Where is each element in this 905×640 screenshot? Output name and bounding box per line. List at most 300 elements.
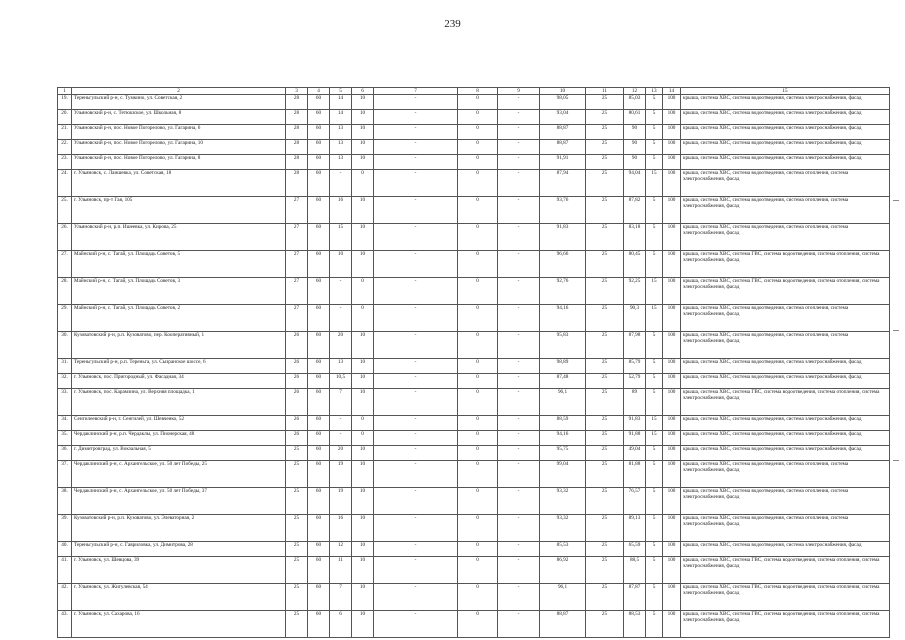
table-cell: 15	[646, 305, 663, 332]
address-cell: Ульяновский р-н, с. Тетюшское, ул. Школьная, 8	[72, 110, 286, 125]
table-cell: 60	[308, 278, 330, 305]
works-description-cell: крыша, система ХВС, система водоотведения, система отопления, система электроснабжения, фасад	[681, 515, 890, 542]
table-cell: 80,61	[624, 110, 646, 125]
table-cell: 25	[586, 488, 624, 515]
address-cell: Ульяновский р-н, пос. Новое Погорелово, ул. Гагарина, 6	[72, 125, 286, 140]
table-row	[58, 389, 890, 416]
table-cell: 29.	[58, 305, 72, 332]
table-cell: 28	[286, 95, 308, 110]
table-cell: 100	[663, 584, 681, 611]
table-cell: 100	[663, 332, 681, 359]
works-description-cell: крыша, система ХВС, система водоотведения, система электроснабжения, фасад	[681, 374, 890, 389]
address-cell: Майнский р-н, с. Тагай, ул. Площадь Советов, 3	[72, 278, 286, 305]
works-description-cell: крыша, система ХВС, система ГВС, система водоотведения, система отопления, система электроснабжения, фасад	[681, 557, 890, 584]
table-cell: -	[498, 110, 540, 125]
table-cell: 25	[586, 389, 624, 416]
table-cell: -	[374, 140, 458, 155]
column-number: 9	[498, 88, 540, 95]
table-cell: 0	[458, 488, 498, 515]
table-cell: -	[374, 155, 458, 170]
table-cell: 0	[458, 389, 498, 416]
table-cell: 94,04	[624, 170, 646, 197]
table-cell: -	[498, 332, 540, 359]
address-cell: Чердаклинский р-н, с. Архангельское, ул. 50 лет Победы, 25	[72, 461, 286, 488]
table-cell: 91,88	[624, 431, 646, 446]
table-cell: 15	[646, 278, 663, 305]
works-description-cell: крыша, система ХВС, система водоотведения, система электроснабжения, фасад	[681, 446, 890, 461]
table-cell: 60	[308, 197, 330, 224]
table-cell: 5	[646, 389, 663, 416]
table-cell: -	[330, 305, 352, 332]
table-cell: 60	[308, 359, 330, 374]
table-cell: -	[330, 431, 352, 446]
table-cell: 7	[330, 389, 352, 416]
table-cell: 60	[308, 461, 330, 488]
table-cell: -	[374, 125, 458, 140]
works-description-cell: крыша, система ХВС, система водоотведения, система электроснабжения, фасад	[681, 155, 890, 170]
address-cell: Ульяновский р-н, р.п. Ишеевка, ул. Кирова, 25	[72, 224, 286, 251]
works-description-cell: крыша, система ХВС, система водоотведения, система электроснабжения, фасад	[681, 542, 890, 557]
table-row	[58, 95, 890, 110]
table-cell: 100	[663, 125, 681, 140]
table-cell: 100	[663, 488, 681, 515]
table-cell: -	[374, 557, 458, 584]
address-cell: г. Ульяновск, ул. Сахарова, 16	[72, 611, 286, 638]
table-cell: -	[330, 278, 352, 305]
table-cell: 87,94	[540, 170, 586, 197]
table-cell: 10	[352, 557, 374, 584]
table-cell: 60	[308, 389, 330, 416]
table-cell: 0	[458, 611, 498, 638]
table-cell: 25	[586, 140, 624, 155]
table-cell: 24.	[58, 170, 72, 197]
table-cell: 37.	[58, 461, 72, 488]
table-cell: -	[498, 515, 540, 542]
table-cell: 92,76	[540, 278, 586, 305]
table-cell: 25	[586, 359, 624, 374]
table-cell: 89,13	[624, 515, 646, 542]
table-cell: 5	[646, 251, 663, 278]
address-cell: Тереньгульский р-н, с. Тумкино, ул. Советская, 2	[72, 95, 286, 110]
table-cell: 10	[352, 488, 374, 515]
table-cell: -	[374, 224, 458, 251]
table-cell: 10	[352, 542, 374, 557]
address-cell: Майнский р-н, с. Тагай, ул. Площадь Советов, 5	[72, 251, 286, 278]
table-cell: 32.	[58, 374, 72, 389]
table-cell: -	[374, 110, 458, 125]
table-cell: 100	[663, 389, 681, 416]
table-cell: 5	[646, 542, 663, 557]
table-row	[58, 461, 890, 488]
table-cell: 16	[330, 197, 352, 224]
table-cell: 5	[646, 557, 663, 584]
table-cell: 91,83	[624, 416, 646, 431]
table-cell: 88,53	[624, 611, 646, 638]
table-cell: 100	[663, 359, 681, 374]
table-row	[58, 359, 890, 374]
address-cell: г. Димитровград, ул. Вокзальная, 5	[72, 446, 286, 461]
table-cell: 60	[308, 251, 330, 278]
works-description-cell: крыша, система ХВС, система водоотведения, система отопления, система электроснабжения, фасад	[681, 170, 890, 197]
table-cell: -	[498, 278, 540, 305]
table-cell: -	[374, 584, 458, 611]
table-cell: 60	[308, 611, 330, 638]
table-cell: 36.	[58, 446, 72, 461]
table-row	[58, 488, 890, 515]
table-cell: -	[374, 542, 458, 557]
table-cell: 0	[458, 278, 498, 305]
address-cell: г. Ульяновск, пос. Пригородный, ул. Фасадная, 34	[72, 374, 286, 389]
table-cell: 96,1	[540, 584, 586, 611]
table-cell: 25	[286, 584, 308, 611]
table-cell: 15	[646, 416, 663, 431]
table-cell: 25	[586, 431, 624, 446]
table-row	[58, 515, 890, 542]
table-cell: 10	[352, 95, 374, 110]
table-cell: 0	[458, 416, 498, 431]
table-cell: -	[374, 389, 458, 416]
table-row	[58, 197, 890, 224]
table-cell: -	[498, 389, 540, 416]
table-cell: 100	[663, 140, 681, 155]
table-cell: -	[498, 431, 540, 446]
table-cell: 25	[586, 374, 624, 389]
table-cell: 5	[646, 446, 663, 461]
table-cell: 25	[586, 155, 624, 170]
table-cell: -	[330, 170, 352, 197]
table-cell: 28	[286, 170, 308, 197]
works-description-cell: крыша, система ХВС, система водоотведения, система отопления, система электроснабжения, фасад	[681, 224, 890, 251]
table-cell: 60	[308, 557, 330, 584]
table-cell: -	[498, 95, 540, 110]
column-number: 11	[586, 88, 624, 95]
table-cell: 86,92	[540, 557, 586, 584]
table-cell: 10	[352, 374, 374, 389]
table-cell: 60	[308, 374, 330, 389]
table-cell: 19	[330, 488, 352, 515]
table-cell: 27	[286, 197, 308, 224]
table-cell: 38.	[58, 488, 72, 515]
works-description-cell: крыша, система ХВС, система ГВС, система водоотведения, система отопления, система электроснабжения, фасад	[681, 251, 890, 278]
table-cell: 5	[646, 140, 663, 155]
table-cell: 60	[308, 125, 330, 140]
table-cell: 0	[458, 557, 498, 584]
table-cell: -	[498, 461, 540, 488]
table-cell: 100	[663, 278, 681, 305]
works-description-cell: крыша, система ХВС, система водоотведения, система электроснабжения, фасад	[681, 416, 890, 431]
table-cell: 88,87	[540, 140, 586, 155]
address-cell: Тереньгульский р-н, с. Гавриловка, ул. Димитрова, 28	[72, 542, 286, 557]
works-description-cell: крыша, система ХВС, система ГВС, система водоотведения, система отопления, система электроснабжения, фасад	[681, 389, 890, 416]
table-row	[58, 278, 890, 305]
table-cell: 100	[663, 374, 681, 389]
table-cell: 0	[458, 542, 498, 557]
table-row	[58, 557, 890, 584]
address-cell: г. Ульяновск, пр-т Гая, 105	[72, 197, 286, 224]
table-cell: 5	[646, 515, 663, 542]
table-cell: 0	[458, 515, 498, 542]
table-row	[58, 374, 890, 389]
table-cell: 15	[646, 170, 663, 197]
margin-mark	[893, 330, 899, 331]
table-cell: 10,5	[330, 374, 352, 389]
table-cell: 10	[352, 125, 374, 140]
table-cell: 94,16	[540, 431, 586, 446]
table-cell: 19	[330, 461, 352, 488]
table-cell: -	[374, 461, 458, 488]
table-cell: 13	[330, 359, 352, 374]
table-cell: -	[374, 488, 458, 515]
table-cell: -	[498, 359, 540, 374]
table-cell: 60	[308, 305, 330, 332]
table-cell: 87,48	[540, 374, 586, 389]
table-cell: 100	[663, 110, 681, 125]
table-cell: 25	[286, 488, 308, 515]
table-cell: 25	[286, 446, 308, 461]
table-cell: 10	[352, 461, 374, 488]
table-cell: 11	[330, 557, 352, 584]
table-cell: 90	[624, 140, 646, 155]
table-cell: 0	[458, 110, 498, 125]
works-description-cell: крыша, система ХВС, система водоотведения, система электроснабжения, фасад	[681, 110, 890, 125]
table-row	[58, 140, 890, 155]
table-cell: 20	[330, 332, 352, 359]
table-cell: -	[330, 416, 352, 431]
table-cell: 60	[308, 488, 330, 515]
table-cell: 22.	[58, 140, 72, 155]
table-cell: 98,05	[540, 95, 586, 110]
margin-mark	[893, 460, 899, 461]
table-row	[58, 170, 890, 197]
table-cell: 85,53	[540, 542, 586, 557]
table-cell: 91,83	[540, 224, 586, 251]
table-cell: 99,04	[540, 461, 586, 488]
table-cell: 26	[286, 389, 308, 416]
table-row	[58, 110, 890, 125]
table-cell: 95,75	[540, 446, 586, 461]
table-cell: 100	[663, 224, 681, 251]
table-cell: 12	[330, 542, 352, 557]
table-cell: 0	[458, 155, 498, 170]
table-cell: 0	[352, 170, 374, 197]
table-cell: 96,66	[540, 251, 586, 278]
table-cell: 100	[663, 251, 681, 278]
table-cell: 25	[586, 542, 624, 557]
table-cell: 100	[663, 557, 681, 584]
table-cell: 26	[286, 431, 308, 446]
table-cell: 10	[352, 611, 374, 638]
table-cell: 0	[458, 374, 498, 389]
column-number: 2	[72, 88, 286, 95]
table-cell: 0	[352, 305, 374, 332]
table-row	[58, 446, 890, 461]
table-cell: 10	[352, 446, 374, 461]
works-description-cell: крыша, система ХВС, система водоотведения, система отопления, система электроснабжения, фасад	[681, 488, 890, 515]
address-cell: г. Ульяновск, ул. Шевцова, 39	[72, 557, 286, 584]
table-cell: 10	[352, 140, 374, 155]
table-cell: -	[374, 251, 458, 278]
table-cell: 100	[663, 416, 681, 431]
address-cell: Чердаклинский р-н, с. Архангельское, ул. 50 лет Победы, 37	[72, 488, 286, 515]
table-cell: 25	[586, 110, 624, 125]
works-description-cell: крыша, система ХВС, система водоотведения, система отопления, система электроснабжения, фасад	[681, 197, 890, 224]
table-cell: 26.	[58, 224, 72, 251]
address-cell: Чердаклинский р-н, р.п. Чердаклы, ул. Пионерская, 48	[72, 431, 286, 446]
column-number: 4	[308, 88, 330, 95]
table-row	[58, 584, 890, 611]
table-cell: 25	[586, 170, 624, 197]
table-cell: 10	[352, 155, 374, 170]
column-number: 6	[352, 88, 374, 95]
table-cell: 98,89	[540, 359, 586, 374]
column-number: 14	[663, 88, 681, 95]
table-cell: 20.	[58, 110, 72, 125]
table-cell: 90,3	[624, 305, 646, 332]
table-cell: 100	[663, 611, 681, 638]
table-cell: -	[374, 611, 458, 638]
table-cell: 25	[586, 557, 624, 584]
table-cell: 81,88	[624, 461, 646, 488]
table-cell: 28	[286, 110, 308, 125]
table-cell: -	[374, 305, 458, 332]
table-cell: 90	[624, 155, 646, 170]
works-description-cell: крыша, система ХВС, система водоотведения, система электроснабжения, фасад	[681, 125, 890, 140]
table-cell: 25	[586, 515, 624, 542]
table-cell: 25	[586, 461, 624, 488]
column-number: 5	[330, 88, 352, 95]
table-cell: 60	[308, 515, 330, 542]
table-cell: 60	[308, 224, 330, 251]
table-cell: 0	[458, 305, 498, 332]
works-description-cell: крыша, система ХВС, система водоотведения, система электроснабжения, фасад	[681, 140, 890, 155]
table-cell: 40.	[58, 542, 72, 557]
table-cell: 27.	[58, 251, 72, 278]
table-cell: 13	[330, 155, 352, 170]
address-cell: г. Ульяновск, ул. Жигулевская, 54	[72, 584, 286, 611]
table-cell: 5	[646, 155, 663, 170]
table-cell: -	[498, 155, 540, 170]
table-cell: 41.	[58, 557, 72, 584]
table-cell: 0	[458, 170, 498, 197]
table-row	[58, 155, 890, 170]
table-cell: -	[498, 140, 540, 155]
table-cell: 26	[286, 332, 308, 359]
table-cell: 5	[646, 488, 663, 515]
table-cell: 27	[286, 224, 308, 251]
table-cell: 5	[646, 461, 663, 488]
table-cell: 10	[352, 197, 374, 224]
table-cell: -	[498, 224, 540, 251]
table-cell: 0	[458, 461, 498, 488]
table-cell: 60	[308, 170, 330, 197]
table-cell: 88,87	[540, 125, 586, 140]
column-number: 13	[646, 88, 663, 95]
table-cell: 25	[286, 515, 308, 542]
table-cell: 0	[458, 224, 498, 251]
table-cell: 25	[286, 542, 308, 557]
table-cell: 100	[663, 446, 681, 461]
table-cell: -	[374, 446, 458, 461]
table-cell: 0	[352, 278, 374, 305]
table-cell: 25.	[58, 197, 72, 224]
works-description-cell: крыша, система ХВС, система ГВС, система водоотведения, система отопления, система электроснабжения, фасад	[681, 611, 890, 638]
table-cell: 25	[586, 251, 624, 278]
table-cell: 5	[646, 224, 663, 251]
table-cell: 10	[352, 110, 374, 125]
table-cell: -	[374, 197, 458, 224]
table-cell: 80,45	[624, 251, 646, 278]
table-cell: 14	[330, 110, 352, 125]
works-description-cell: крыша, система ХВС, система водоотведения, система отопления, система электроснабжения, фасад	[681, 332, 890, 359]
table-cell: -	[374, 170, 458, 197]
table-cell: 39.	[58, 515, 72, 542]
table-cell: 100	[663, 155, 681, 170]
table-cell: 60	[308, 332, 330, 359]
table-cell: 49,04	[624, 446, 646, 461]
table-cell: 87,98	[624, 332, 646, 359]
table-cell: 25	[286, 557, 308, 584]
table-cell: 100	[663, 542, 681, 557]
table-cell: 25	[586, 197, 624, 224]
table-cell: 27	[286, 278, 308, 305]
address-cell: Ульяновский р-н, пос. Новое Погорелово, ул. Гагарина, 10	[72, 140, 286, 155]
works-description-cell: крыша, система ХВС, система ГВС, система водоотведения, система отопления, система электроснабжения, фасад	[681, 584, 890, 611]
table-cell: 93,32	[540, 488, 586, 515]
table-cell: 88,87	[540, 611, 586, 638]
table-cell: -	[498, 446, 540, 461]
table-row	[58, 542, 890, 557]
table-cell: 25	[586, 305, 624, 332]
table-cell: -	[374, 515, 458, 542]
table-cell: 76,57	[624, 488, 646, 515]
table-cell: 10	[352, 389, 374, 416]
table-cell: 60	[308, 446, 330, 461]
table-cell: 15	[646, 431, 663, 446]
table-cell: 94,16	[540, 305, 586, 332]
table-cell: -	[374, 278, 458, 305]
table-cell: 28	[286, 125, 308, 140]
table-cell: 87,82	[624, 197, 646, 224]
table-cell: 35.	[58, 431, 72, 446]
table-cell: 5	[646, 197, 663, 224]
address-cell: Тереньгульский р-н, р.п. Тереньга, ул. Сызранское шоссе, 6	[72, 359, 286, 374]
table-cell: 5	[646, 332, 663, 359]
table-cell: 43.	[58, 611, 72, 638]
table-cell: -	[498, 125, 540, 140]
table-cell: 85,03	[624, 95, 646, 110]
works-description-cell: крыша, система ХВС, система водоотведения, система отопления, система электроснабжения, фасад	[681, 461, 890, 488]
table-cell: -	[498, 584, 540, 611]
column-number: 3	[286, 88, 308, 95]
table-cell: 28	[286, 155, 308, 170]
table-cell: -	[374, 95, 458, 110]
table-cell: 25	[586, 278, 624, 305]
table-cell: 10	[352, 251, 374, 278]
table-cell: 10	[352, 584, 374, 611]
table-cell: 0	[458, 446, 498, 461]
table-cell: 5	[646, 611, 663, 638]
table-cell: 28.	[58, 278, 72, 305]
address-cell: Майнский р-н, с. Тагай, ул. Площадь Советов, 2	[72, 305, 286, 332]
table-cell: 25	[586, 584, 624, 611]
column-number: 10	[540, 88, 586, 95]
table-cell: 20	[330, 446, 352, 461]
table-cell: 25	[586, 416, 624, 431]
table-row	[58, 251, 890, 278]
table-cell: 28	[286, 140, 308, 155]
table-cell: 100	[663, 197, 681, 224]
table-cell: -	[374, 416, 458, 431]
